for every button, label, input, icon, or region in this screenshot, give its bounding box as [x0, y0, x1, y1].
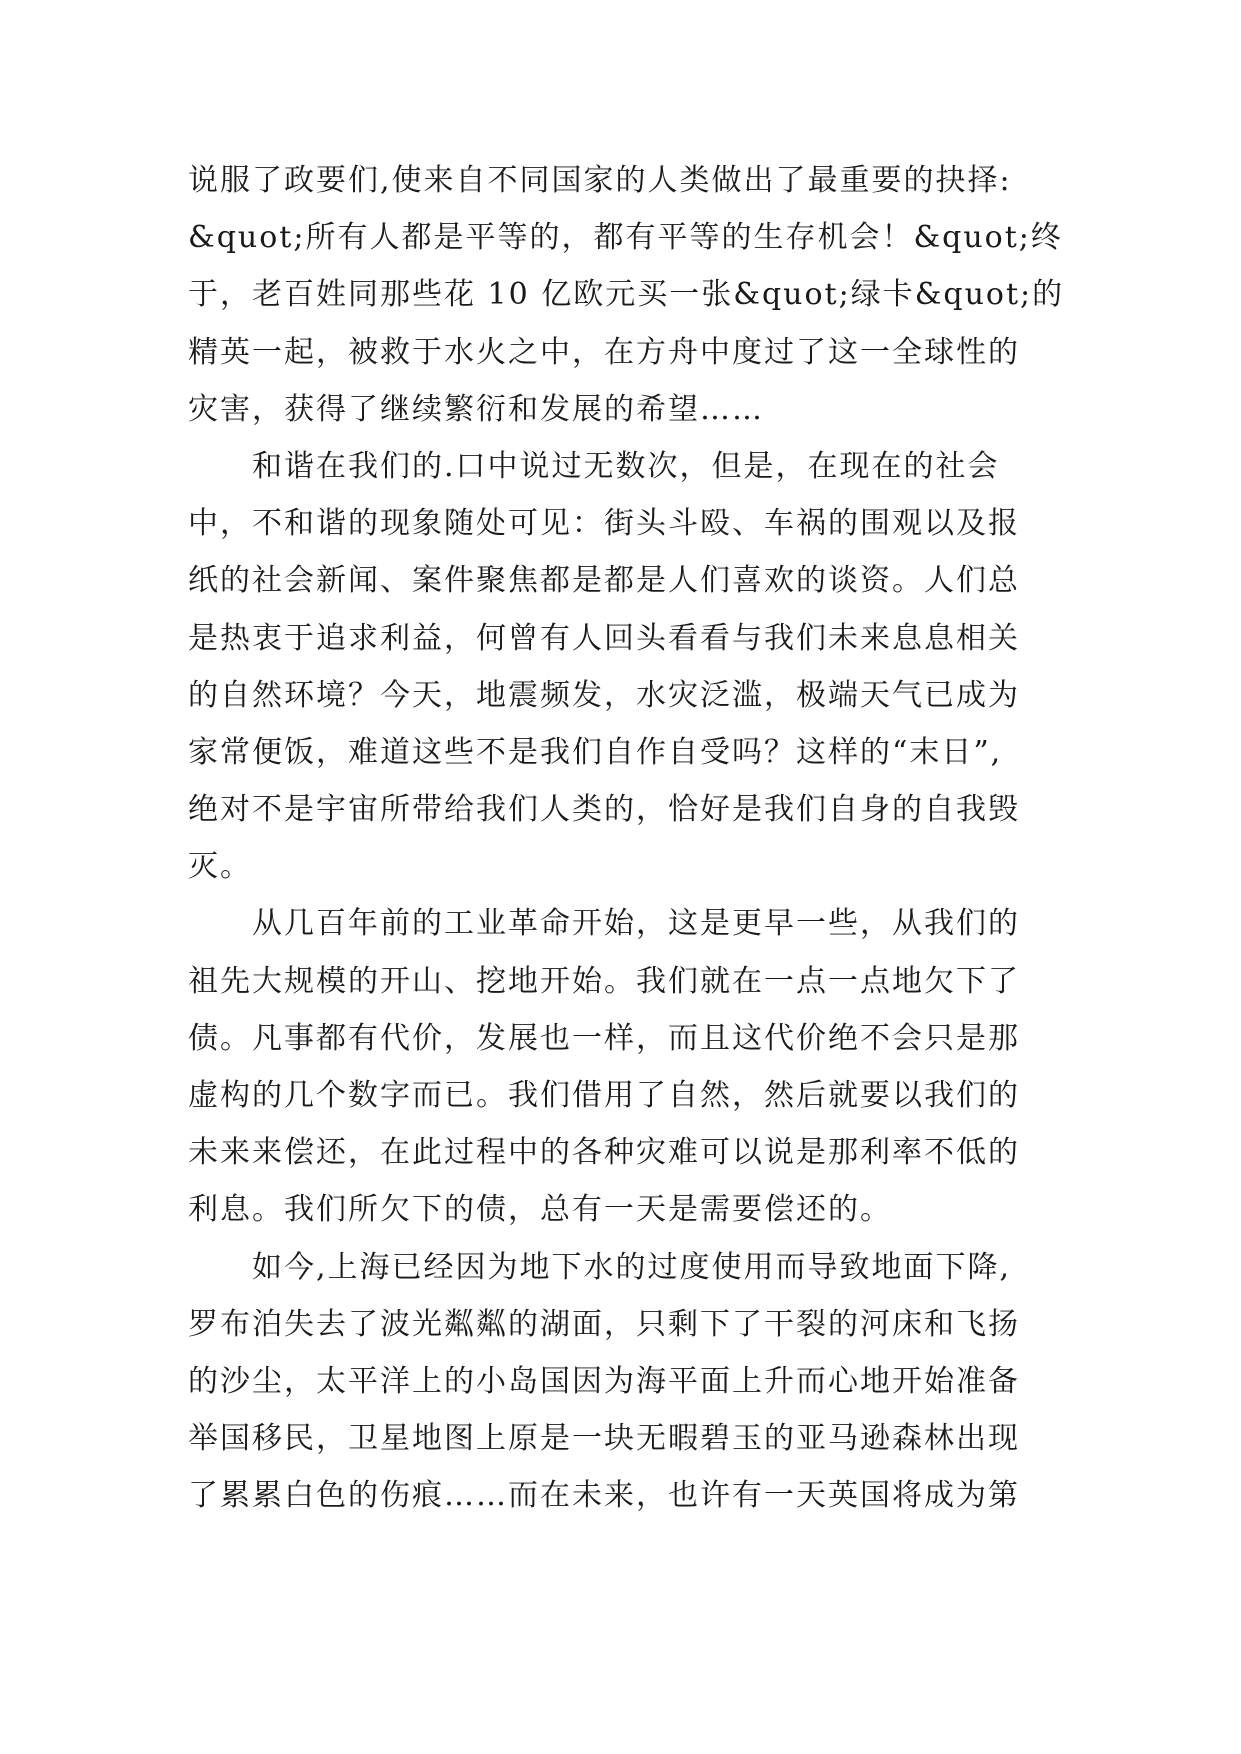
- text-line: 举国移民，卫星地图上原是一块无暇碧玉的亚马逊森林出现: [188, 1421, 1020, 1457]
- text-line: 灭。: [188, 849, 252, 885]
- text-line: 纸的社会新闻、案件聚焦都是都是人们喜欢的谈资。人们总: [188, 563, 1020, 599]
- text-line: 中，不和谐的现象随处可见：街头斗殴、车祸的围观以及报: [188, 506, 1020, 542]
- text-line: 利息。我们所欠下的债，总有一天是需要偿还的。: [188, 1192, 892, 1228]
- text-line: 精英一起，被救于水火之中，在方舟中度过了这一全球性的: [188, 334, 1020, 370]
- paragraph-first-line: 从几百年前的工业革命开始，这是更早一些，从我们的: [252, 906, 1020, 942]
- text-line: 是热衷于追求利益，何曾有人回头看看与我们未来息息相关: [188, 620, 1020, 656]
- paragraph-first-line: 和谐在我们的.口中说过无数次，但是，在现在的社会: [252, 448, 1000, 484]
- text-line: 未来来偿还，在此过程中的各种灾难可以说是那利率不低的: [188, 1135, 1020, 1171]
- text-line: &quot;所有人都是平等的，都有平等的生存机会！&quot;终: [188, 220, 1063, 256]
- text-line: 的自然环境？今天，地震频发，水灾泛滥，极端天气已成为: [188, 677, 1020, 713]
- paragraph-first-line: 如今,上海已经因为地下水的过度使用而导致地面下降,: [252, 1249, 1012, 1285]
- text-line: 的沙尘，太平洋上的小岛国因为海平面上升而心地开始准备: [188, 1363, 1020, 1399]
- text-line: 于，老百姓同那些花 10 亿欧元买一张&quot;绿卡&quot;的: [188, 277, 1065, 313]
- text-line: 罗布泊失去了波光粼粼的湖面，只剩下了干裂的河床和飞扬: [188, 1306, 1020, 1342]
- text-line: 绝对不是宇宙所带给我们人类的，恰好是我们自身的自我毁: [188, 792, 1020, 828]
- text-line: 家常便饭，难道这些不是我们自作自受吗？这样的“末日”,: [188, 734, 1003, 770]
- text-line: 了累累白色的伤痕……而在未来，也许有一天英国将成为第: [188, 1478, 1020, 1514]
- body-text: [188, 152, 1068, 1525]
- text-line: 祖先大规模的开山、挖地开始。我们就在一点一点地欠下了: [188, 963, 1020, 999]
- text-line: 虚构的几个数字而已。我们借用了自然，然后就要以我们的: [188, 1078, 1020, 1113]
- text-line: 说服了政要们,使来自不同国家的人类做出了最重要的抉择:: [188, 163, 1012, 198]
- text-line: 债。凡事都有代价，发展也一样，而且这代价绝不会只是那: [188, 1020, 1020, 1056]
- text-line: 灾害，获得了继续繁衍和发展的希望……: [188, 391, 764, 427]
